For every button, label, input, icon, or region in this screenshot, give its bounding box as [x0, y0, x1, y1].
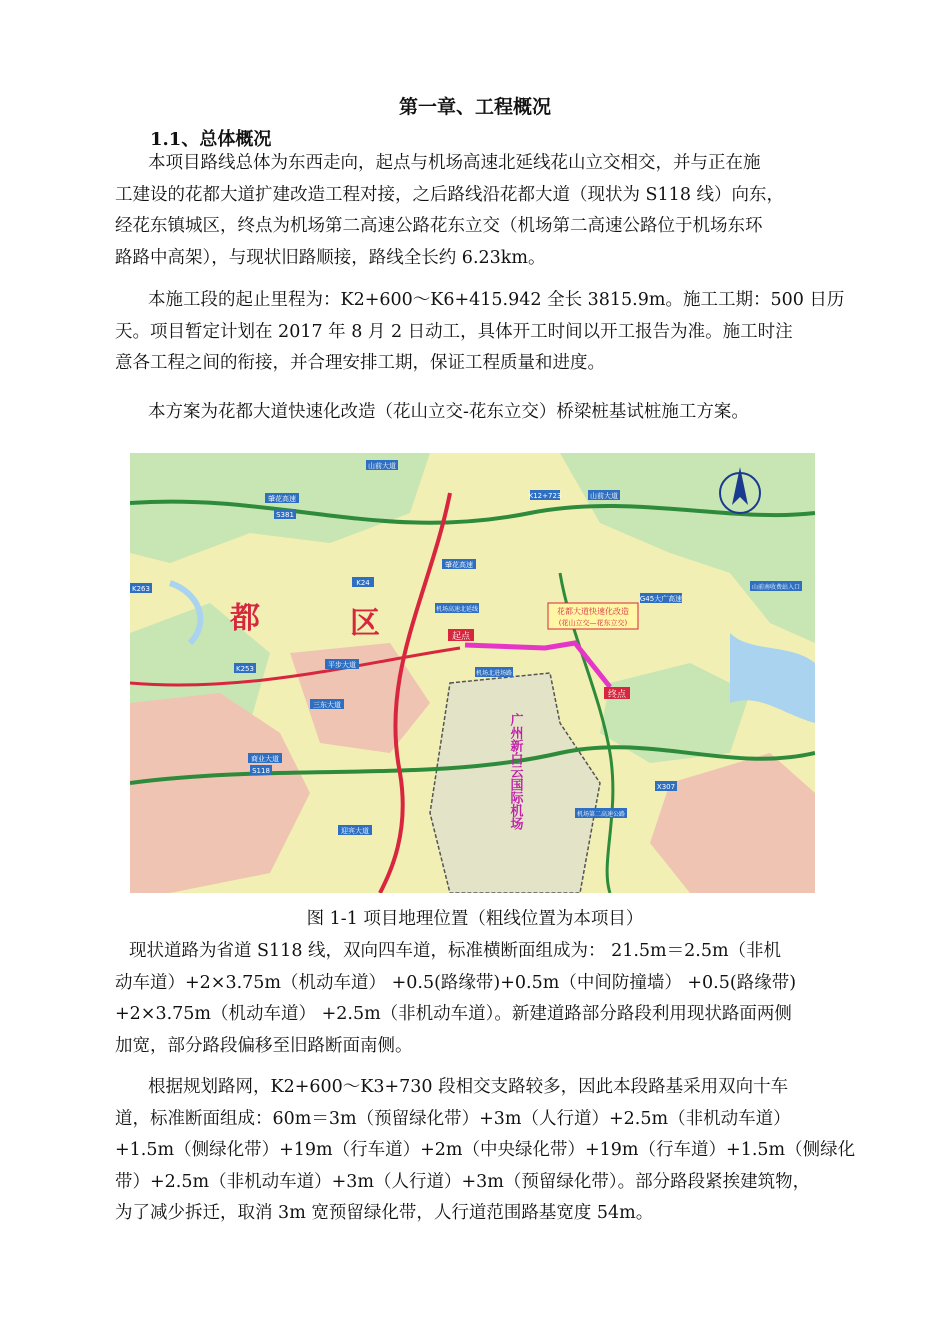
road-label: 肇花高速 — [445, 561, 473, 569]
text-line: +2×3.75m（机动车道） +2.5m（非机动车道）。新建道路部分路段利用现状路面两侧 — [115, 1004, 792, 1024]
road-label: 山前南收费站入口 — [751, 584, 801, 591]
text-line: 本施工段的起止里程为：K2+600～K6+415.942 全长 3815.9m。施工工期：500 日历 — [148, 290, 845, 310]
chapter-title: 第一章、工程概况 — [398, 96, 551, 118]
road-label: 商业大道 — [251, 755, 279, 763]
road-label: 肇花高速 — [268, 495, 296, 503]
road-label: G45大广高速 — [639, 595, 683, 603]
road-label: 山前大道 — [590, 492, 618, 500]
district-label: 都 — [230, 601, 260, 636]
road-label: K253 — [236, 665, 254, 673]
text-line: 为了减少拆迁，取消 3m 宽预留绿化带，人行道范围路基宽度 54m。 — [115, 1203, 654, 1223]
road-label: 平步大道 — [328, 661, 356, 669]
text-line: +1.5m（侧绿化带）+19m（行车道）+2m（中央绿化带）+19m（行车道）+1.5m（侧绿化 — [115, 1140, 856, 1160]
start-label: 起点 — [451, 632, 471, 642]
paragraph-existing-road — [115, 936, 835, 1062]
text-line: 路路中高架），与现状旧路顺接，路线全长约 6.23km。 — [115, 247, 546, 268]
figure-caption: 图 1-1 项目地理位置（粗线位置为本项目） — [306, 909, 644, 929]
text-line: 根据规划路网，K2+600～K3+730 段相交支路较多，因此本段路基采用双向十车 — [148, 1077, 789, 1097]
map-graphic — [130, 453, 815, 893]
road-label: K263 — [132, 585, 150, 593]
project-label: (花山立交—花东立交) — [558, 619, 628, 627]
text-line: 意各工程之间的衔接，并合理安排工期，保证工程质量和进度。 — [115, 353, 605, 373]
paragraph-planned-road — [115, 1072, 856, 1230]
project-label: 花都大道快速化改造 — [557, 607, 629, 616]
text-line: 带）+2.5m（非机动车道）+3m（人行道）+3m（预留绿化带）。部分路段紧挨建筑物， — [115, 1171, 811, 1192]
text-line: 经花东镇城区，终点为机场第二高速公路花东立交（机场第二高速公路位于机场东环 — [115, 216, 763, 236]
text-line: 工建设的花都大道扩建改造工程对接，之后路线沿花都大道（现状为 S118 线）向东， — [115, 184, 785, 205]
section-title: 1.1、总体概况 — [150, 129, 272, 150]
road-label: S381 — [276, 511, 294, 519]
text-line: 道，标准断面组成：60m＝3m（预留绿化带）+3m（人行道）+2.5m（非机动车道） — [115, 1108, 791, 1129]
paragraph-scope — [115, 397, 835, 429]
road-label: K12+723 — [528, 492, 562, 500]
airport-label: 广州新白云国际机场 — [507, 713, 523, 830]
district-label: 区 — [350, 606, 380, 641]
paragraph-overview — [115, 148, 835, 274]
text-line: 天。项目暂定计划在 2017 年 8 月 2 日动工，具体开工时间以开工报告为准。施工时注 — [115, 321, 793, 342]
road-label: 机场高速北延线 — [435, 606, 479, 613]
road-label: S118 — [252, 767, 270, 775]
text-line: 现状道路为省道 S118 线，双向四车道，标准横断面组成为： 21.5m＝2.5m（非机 — [129, 941, 782, 961]
text-line: 本方案为花都大道快速化改造（花山立交-花东立交）桥梁桩基试桩施工方案。 — [148, 402, 749, 422]
road-label: X307 — [656, 783, 676, 791]
text-line: 本项目路线总体为东西走向，起点与机场高速北延线花山立交相交，并与正在施 — [148, 153, 761, 173]
location-map — [130, 453, 815, 893]
text-line: 加宽，部分路段偏移至旧路断面南侧。 — [115, 1035, 413, 1056]
road-label: 三东大道 — [313, 701, 341, 709]
end-label: 终点 — [607, 690, 627, 700]
road-label: 机场第二高速公路 — [576, 811, 626, 818]
text-line: 动车道）+2×3.75m（机动车道） +0.5(路缘带)+0.5m（中间防撞墙） +0.5(路缘带) — [115, 972, 797, 993]
road-label: 迎宾大道 — [341, 827, 369, 835]
road-label: 机场北进场路 — [475, 670, 513, 677]
paragraph-schedule — [115, 285, 845, 380]
road-label: 山前大道 — [368, 462, 396, 470]
road-label: K24 — [356, 579, 370, 587]
